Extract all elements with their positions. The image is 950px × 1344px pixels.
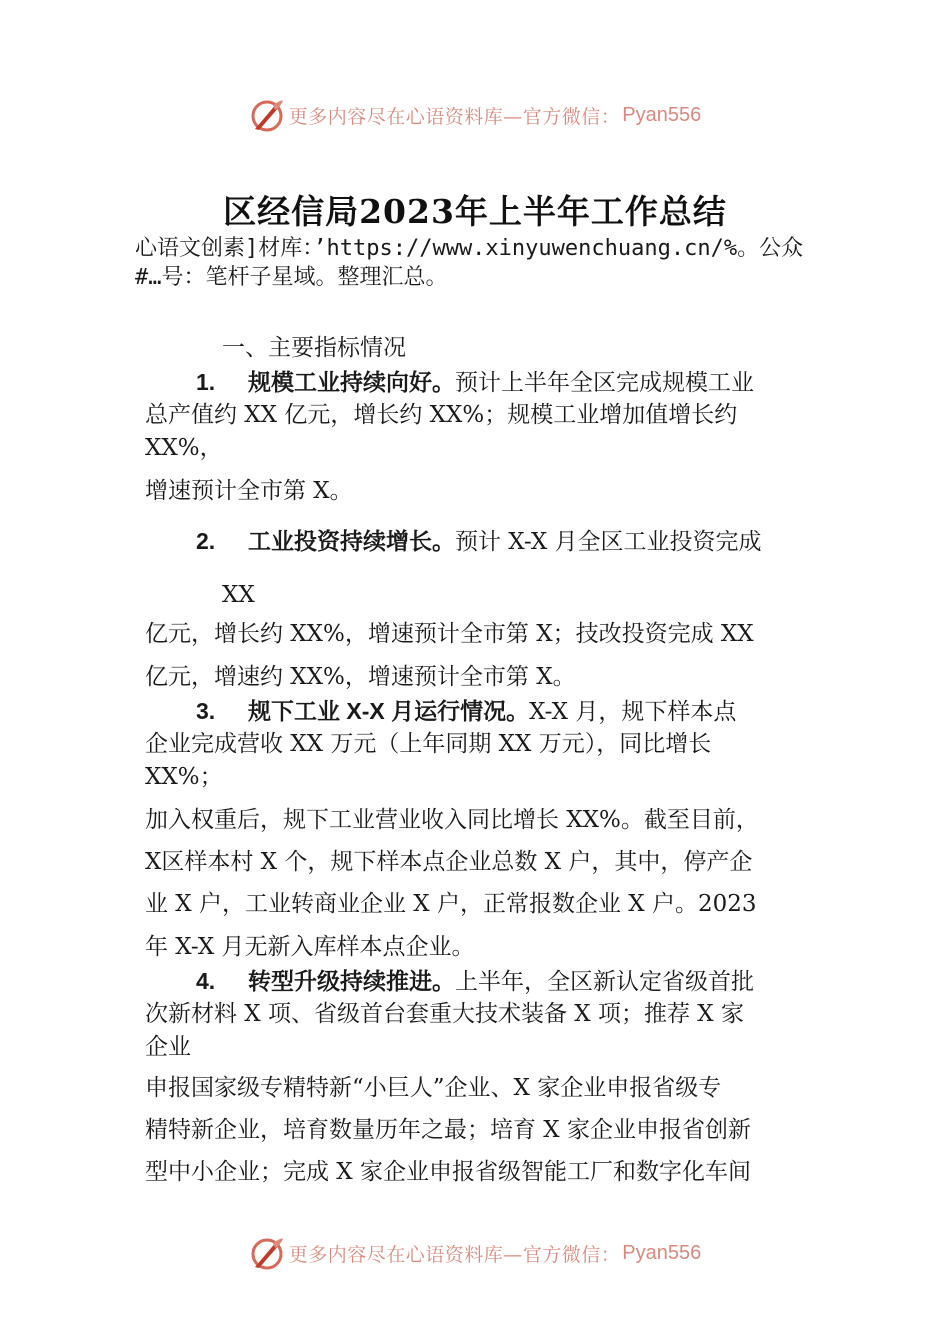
section-heading: 一、主要指标情况 xyxy=(222,335,406,361)
item-3-line: 业 X 户，工业转商业企业 X 户，正常报数企业 X 户。2023 xyxy=(145,891,757,917)
item-text: X-X 月，规下样本点 xyxy=(529,699,737,725)
item-heading: 规下工业 X-X 月运行情况。 xyxy=(248,698,530,724)
item-2-first-line xyxy=(196,525,762,559)
item-4-first-line xyxy=(196,965,754,999)
item-heading: 工业投资持续增长。 xyxy=(248,528,455,554)
item-number: 2. xyxy=(196,528,216,554)
item-3-line: 加入权重后，规下工业营业收入同比增长 XX%。截至目前， xyxy=(145,807,759,833)
item-1-first-line xyxy=(196,366,754,400)
item-3-first-line xyxy=(196,695,736,729)
item-3-line: X区样本村 X 个，规下样本点企业总数 X 户，其中，停产企 xyxy=(145,849,753,875)
item-number: 1. xyxy=(196,369,216,395)
item-number: 3. xyxy=(196,698,216,724)
document-title: 区经信局2023年上半年工作总结 xyxy=(223,192,727,231)
source-note-line-1: 心语文创素]材库：’https://www.xinyuwenchuang.cn/%。公众 xyxy=(135,236,804,261)
bottom-banner xyxy=(0,1231,950,1275)
banner-wechat-id: Pyan556 xyxy=(622,103,702,126)
item-1-line: 总产值约 XX 亿元，增长约 XX%；规模工业增加值增长约 xyxy=(145,402,738,428)
item-1-line: XX%， xyxy=(145,435,223,461)
item-text: 上半年，全区新认定省级首批 xyxy=(455,969,754,995)
top-banner xyxy=(0,93,950,137)
item-heading: 规模工业持续向好。 xyxy=(248,369,455,395)
source-note-line-2: #…号：笔杆子星域。整理汇总。 xyxy=(135,265,448,290)
banner-text: 更多内容尽在心语资料库—官方微信： xyxy=(288,1243,621,1266)
feather-pen-logo-icon xyxy=(249,1235,285,1271)
item-4-line: 型中小企业；完成 X 家企业申报省级智能工厂和数字化车间 xyxy=(145,1159,751,1185)
item-3-line: XX%； xyxy=(145,764,223,790)
item-number: 4. xyxy=(196,968,216,994)
banner-text: 更多内容尽在心语资料库—官方微信： xyxy=(288,105,621,128)
item-text: 预计 X-X 月全区工业投资完成 xyxy=(455,529,762,555)
item-text: 预计上半年全区完成规模工业 xyxy=(455,370,754,396)
banner-wechat-id: Pyan556 xyxy=(622,1241,702,1264)
item-4-line: 申报国家级专精特新“小巨人”企业、X 家企业申报省级专 xyxy=(145,1075,722,1101)
item-4-line: 精特新企业，培育数量历年之最；培育 X 家企业申报省创新 xyxy=(145,1117,751,1143)
item-heading: 转型升级持续推进。 xyxy=(248,968,455,994)
item-2-line: 亿元，增长约 XX%，增速预计全市第 X；技改投资完成 XX xyxy=(145,621,754,647)
item-3-line: 年 X-X 月无新入库样本点企业。 xyxy=(145,934,475,960)
item-2-line: XX xyxy=(222,582,255,608)
feather-pen-logo-icon xyxy=(249,97,285,133)
item-4-line: 次新材料 X 项、省级首台套重大技术装备 X 项；推荐 X 家 xyxy=(145,1001,744,1027)
item-2-line: 亿元，增速约 XX%，增速预计全市第 X。 xyxy=(145,664,576,690)
item-1-line: 增速预计全市第 X。 xyxy=(145,478,353,504)
item-4-line: 企业 xyxy=(145,1034,191,1060)
item-3-line: 企业完成营收 XX 万元（上年同期 XX 万元），同比增长 xyxy=(145,731,712,757)
